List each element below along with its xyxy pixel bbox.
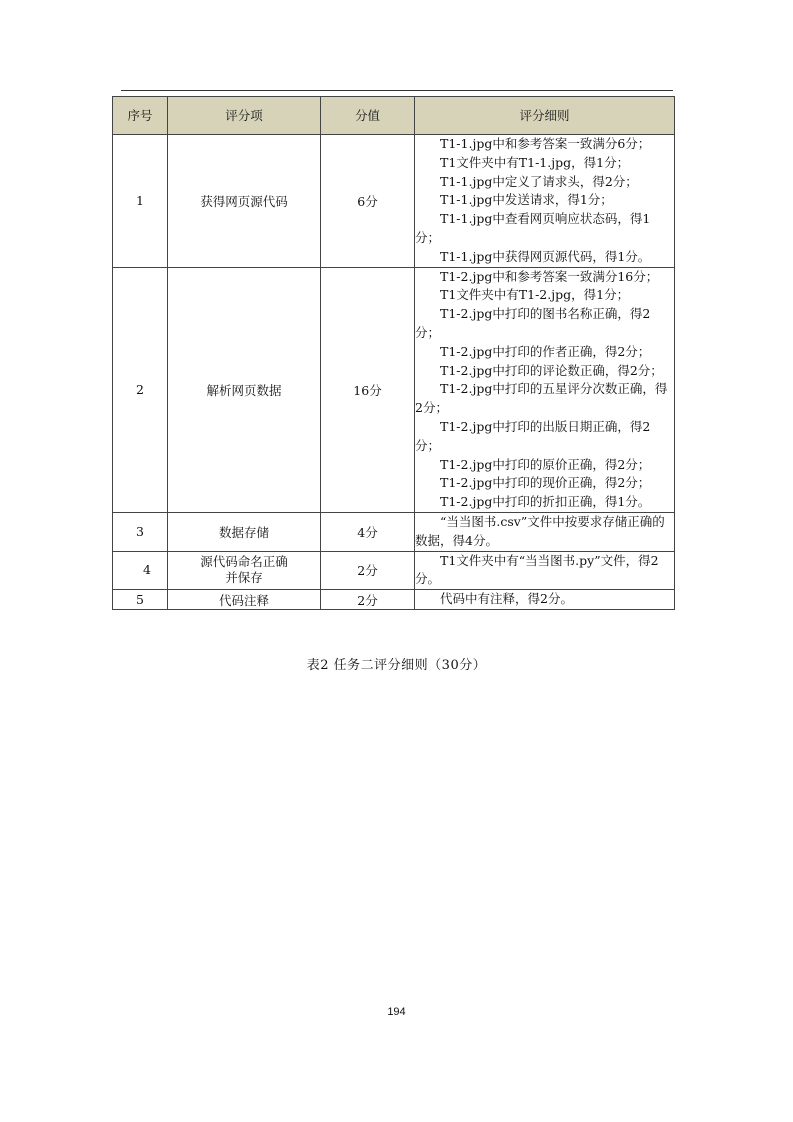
rule-line: “当当图书.csv”文件中按要求存储正确的数据，得4分。 (415, 513, 665, 548)
row-rules (415, 267, 675, 512)
rule-line: T1-2.jpg中打印的评论数正确，得2分； (440, 362, 663, 378)
rule-line: T1文件夹中有“当当图书.py”文件，得2分。 (415, 552, 659, 587)
row-item: 解析网页数据 (168, 267, 321, 512)
row-rules (415, 590, 675, 610)
rule-line: T1-1.jpg中获得网页源代码，得1分。 (440, 248, 651, 264)
table-row (113, 267, 675, 512)
row-rules (415, 551, 675, 590)
row-item: 代码注释 (168, 590, 321, 610)
header-seq: 序号 (113, 97, 168, 135)
rule-line: T1-1.jpg中定义了请求头，得2分； (440, 173, 638, 189)
rule-line: T1-2.jpg中打印的折扣正确，得1分。 (440, 494, 651, 510)
rule-line: T1-1.jpg中和参考答案一致满分6分； (440, 136, 651, 151)
rule-line: T1-2.jpg中打印的出版日期正确，得2分； (415, 418, 651, 453)
row-item: 数据存储 (168, 512, 321, 551)
table-header-row (113, 97, 675, 135)
rule-line: T1-2.jpg中打印的作者正确，得2分； (440, 343, 651, 359)
row-score: 6分 (321, 135, 415, 268)
row-seq: 3 (113, 512, 168, 551)
header-rules: 评分细则 (415, 97, 675, 135)
rule-line: T1文件夹中有T1-2.jpg，得1分； (440, 287, 630, 303)
row-seq: 5 (113, 590, 168, 610)
row-seq: 2 (113, 267, 168, 512)
row-rules (415, 512, 675, 551)
rule-line: T1-2.jpg中打印的五星评分次数正确，得2分； (415, 381, 668, 416)
rule-line: T1-1.jpg中查看网页响应状态码，得1分； (415, 211, 651, 245)
page-number: 194 (387, 1006, 406, 1018)
table-row (113, 135, 675, 268)
header-rule (121, 90, 673, 91)
row-score: 4分 (321, 512, 415, 551)
row-item: 源代码命名正确并保存 (168, 551, 321, 590)
table-caption: 表2 任务二评分细则（30分） (306, 658, 487, 673)
table-row (113, 590, 675, 610)
table-row (113, 551, 675, 590)
grading-table (112, 96, 675, 610)
rule-line: 代码中有注释，得2分。 (440, 591, 573, 607)
row-score: 2分 (321, 551, 415, 590)
header-item: 评分项 (168, 97, 321, 135)
rule-line: T1-2.jpg中打印的原价正确，得2分； (440, 456, 651, 472)
row-score: 16分 (321, 267, 415, 512)
rule-line: T1-2.jpg中打印的现价正确，得2分； (440, 475, 651, 491)
table-row (113, 512, 675, 551)
row-item: 获得网页源代码 (168, 135, 321, 268)
rule-line: T1-1.jpg中发送请求，得1分； (440, 192, 613, 208)
rule-line: T1-2.jpg中和参考答案一致满分16分； (440, 268, 659, 284)
rule-line: T1文件夹中有T1-1.jpg，得1分； (440, 154, 630, 170)
row-seq: 4 (113, 551, 168, 590)
header-score: 分值 (321, 97, 415, 135)
row-score: 2分 (321, 590, 415, 610)
rule-line: T1-2.jpg中打印的图书名称正确，得2分； (415, 306, 651, 340)
row-rules (415, 135, 675, 268)
row-seq: 1 (113, 135, 168, 268)
